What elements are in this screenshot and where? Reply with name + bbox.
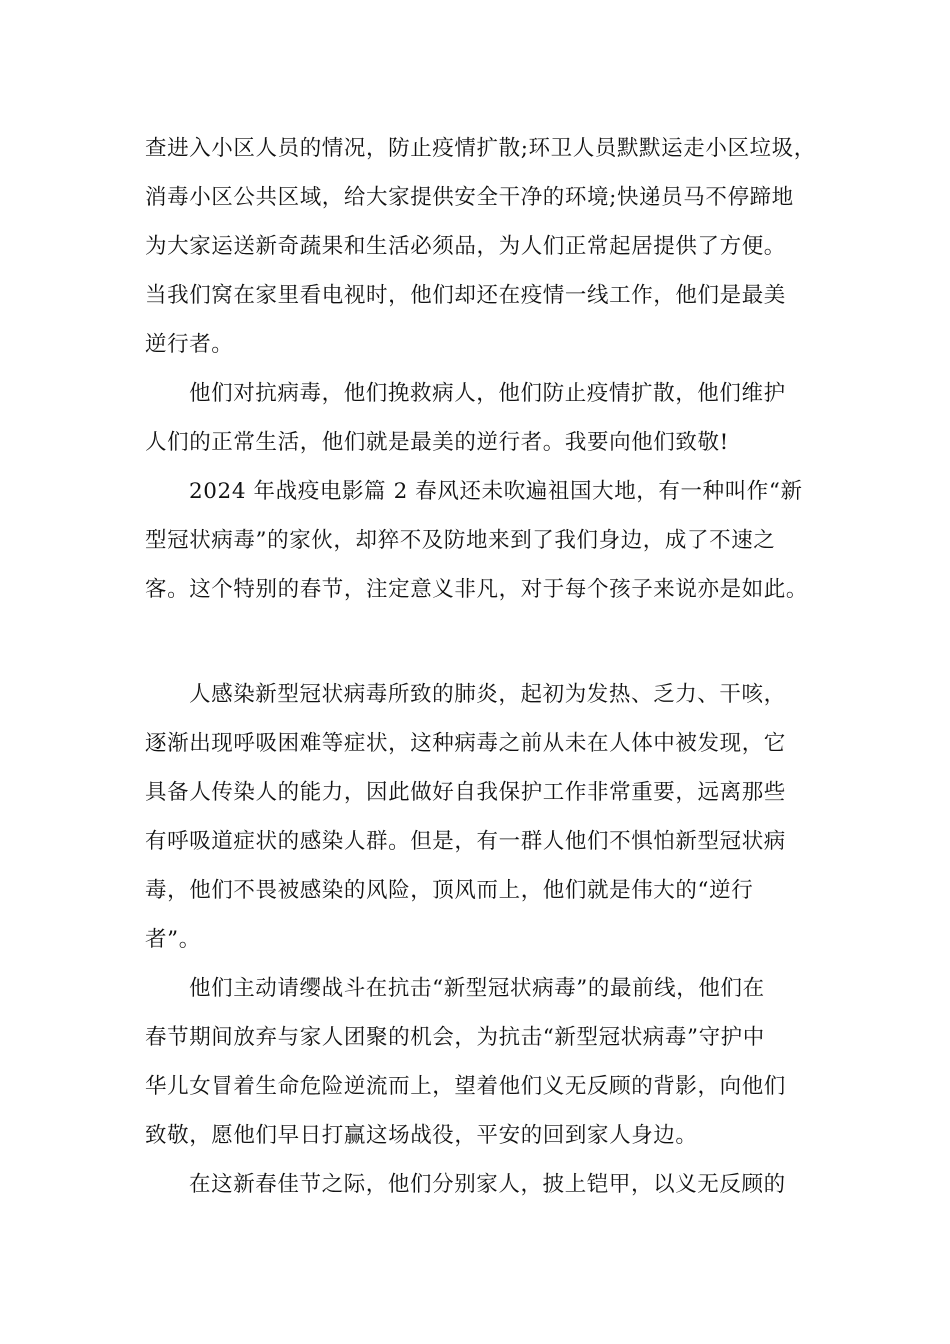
text-line: 为大家运送新奇蔬果和生活必须品，为人们正常起居提供了方便。 <box>145 234 786 259</box>
text-line: 型冠状病毒”的家伙，却猝不及防地来到了我们身边，成了不速之 <box>145 528 776 553</box>
text-line: 者”。 <box>145 927 201 952</box>
text-line: 春节期间放弃与家人团聚的机会，为抗击“新型冠状病毒”守护中 <box>145 1025 765 1050</box>
text-line: 当我们窝在家里看电视时，他们却还在疫情一线工作，他们是最美 <box>145 283 786 308</box>
text-line: 客。这个特别的春节，注定意义非凡，对于每个孩子来说亦是如此。 <box>145 577 809 602</box>
text-line: 毒，他们不畏被感染的风险，顶风而上，他们就是伟大的“逆行 <box>145 878 754 903</box>
text-line: 逆行者。 <box>145 332 234 357</box>
text-line: 人们的正常生活，他们就是最美的逆行者。我要向他们致敬! <box>145 430 729 455</box>
text-line: 具备人传染人的能力，因此做好自我保护工作非常重要，远离那些 <box>145 780 786 805</box>
text-line: 有呼吸道症状的感染人群。但是，有一群人他们不惧怕新型冠状病 <box>145 829 786 854</box>
text-block-upper <box>145 124 825 614</box>
paragraph-start-line: 2024 年战疫电影篇 2 春风还未吹遍祖国大地，有一种叫作“新 <box>189 479 803 504</box>
paragraph-start-line: 在这新春佳节之际，他们分别家人，披上铠甲，以义无反顾的 <box>189 1172 786 1197</box>
text-line: 逐渐出现呼吸困难等症状，这种病毒之前从未在人体中被发现，它 <box>145 731 786 756</box>
paragraph-start-line: 人感染新型冠状病毒所致的肺炎，起初为发热、乏力、干咳， <box>189 682 786 707</box>
text-line: 消毒小区公共区域，给大家提供安全干净的环境;快递员马不停蹄地 <box>145 185 794 210</box>
text-line: 致敬，愿他们早日打赢这场战役，平安的回到家人身边。 <box>145 1123 698 1148</box>
text-line: 查进入小区人员的情况，防止疫情扩散;环卫人员默默运走小区垃圾， <box>145 136 816 161</box>
paragraph-start-line: 他们对抗病毒，他们挽救病人，他们防止疫情扩散，他们维护 <box>189 381 786 406</box>
text-line: 华儿女冒着生命危险逆流而上，望着他们义无反顾的背影，向他们 <box>145 1074 786 1099</box>
paragraph-start-line: 他们主动请缨战斗在抗击“新型冠状病毒”的最前线，他们在 <box>189 976 765 1001</box>
text-block-lower <box>145 670 825 1209</box>
